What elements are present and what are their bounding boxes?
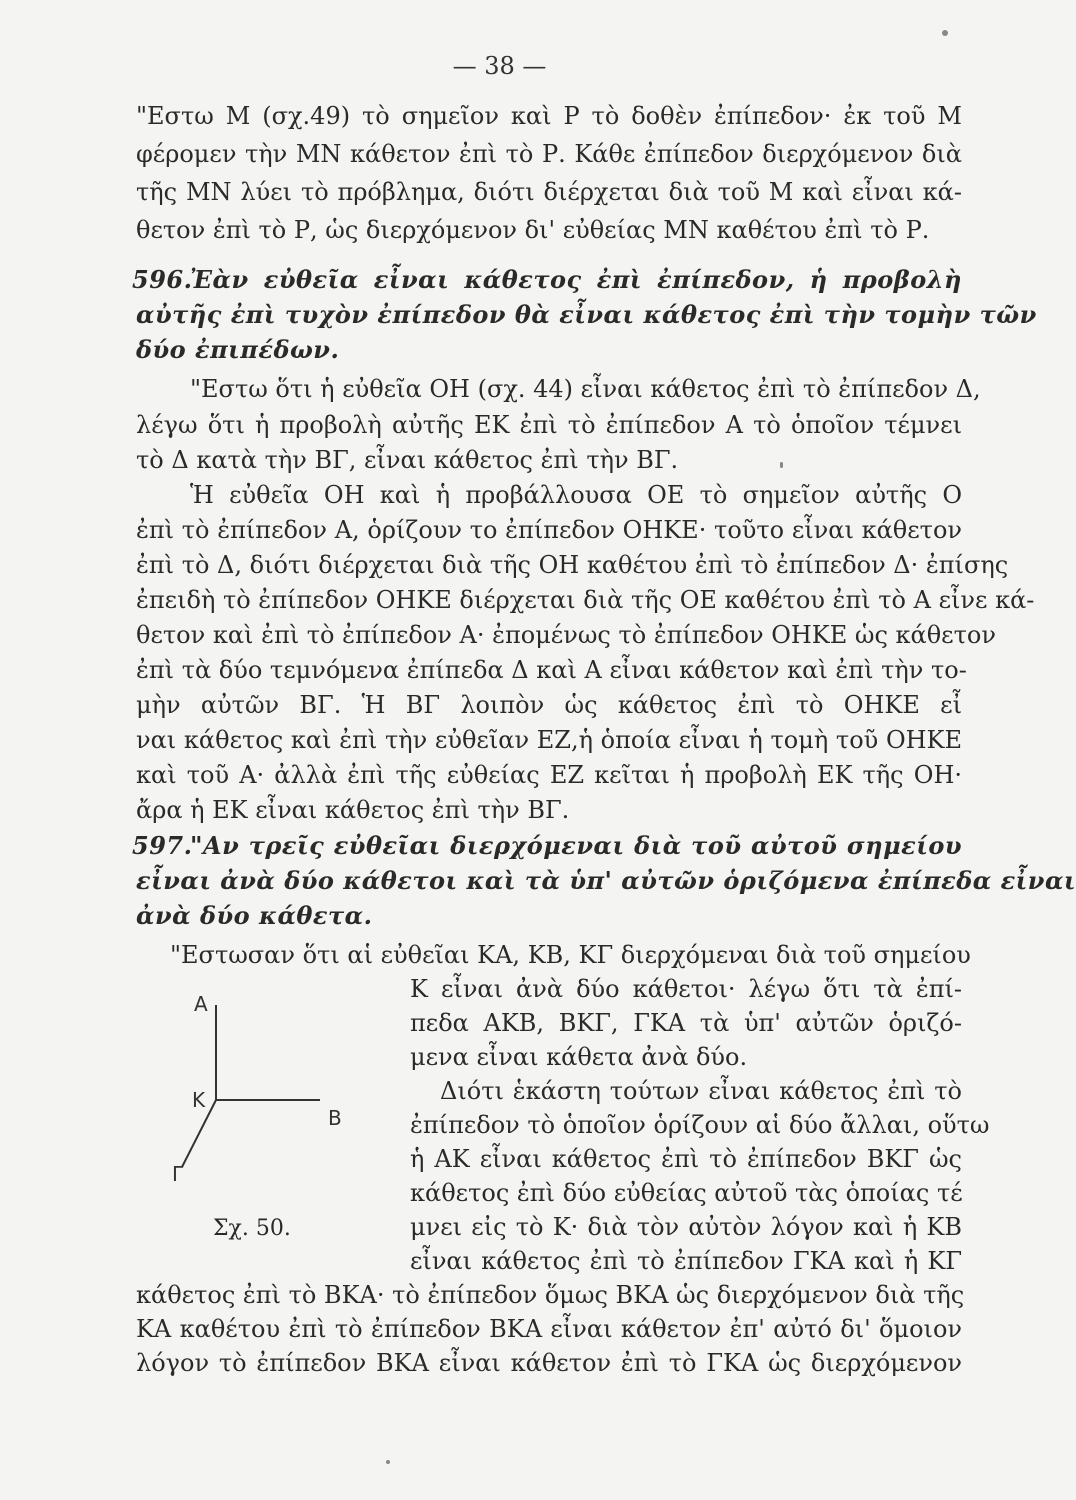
label-k: Κ: [192, 1088, 206, 1112]
theorem-596-line3: δύο ἐπιπέδων.: [136, 335, 340, 364]
text-line: "Εστω Μ (σχ.49) τὸ σημεῖον καὶ Ρ τὸ δοθὲν ἐπίπεδον· ἐκ τοῦ Μ: [136, 102, 962, 130]
theorem-597-number: 597.: [132, 831, 193, 860]
proof-597-first-line: "Εστωσαν ὅτι αἱ εὐθεῖαι ΚΑ, ΚΒ, ΚΓ διερχόμεναι διὰ τοῦ σημείου: [170, 941, 971, 969]
figure-50-diagram: [160, 975, 360, 1235]
text-line: φέρομεν τὴν ΜΝ κάθετον ἐπὶ τὸ Ρ. Κάθε ἐπίπεδον διερχόμενον διὰ: [136, 140, 962, 168]
proof-597-col-line: πεδα ΑΚΒ, ΒΚΓ, ΓΚΑ τὰ ὑπ' αὐτῶν ὁριζό-: [410, 1009, 962, 1037]
proof-597-col-line: ἡ ΑΚ εἶναι κάθετος ἐπὶ τὸ ἐπίπεδον ΒΚΓ ὡς: [410, 1145, 962, 1173]
print-speck: [942, 30, 948, 36]
proof-line: τὸ Δ κατὰ τὴν ΒΓ, εἶναι κάθετος ἐπὶ τὴν ΒΓ.: [136, 446, 679, 474]
theorem-596-line2: αὐτῆς ἐπὶ τυχὸν ἐπίπεδον θὰ εἶναι κάθετος ἐπὶ τὴν τομὴν τῶν: [136, 300, 1037, 329]
label-g: Γ: [172, 1162, 184, 1186]
proof-line: ἄρα ἡ ΕΚ εἶναι κάθετος ἐπὶ τὴν ΒΓ.: [136, 796, 570, 824]
text-line: θετον ἐπὶ τὸ Ρ, ὡς διερχόμενον δι' εὐθείας ΜΝ καθέτου ἐπὶ τὸ Ρ.: [136, 216, 930, 244]
proof-line: καὶ τοῦ Α· ἀλλὰ ἐπὶ τῆς εὐθείας ΕΖ κεῖται ἡ προβολὴ ΕΚ τῆς ΟΗ·: [136, 761, 962, 789]
theorem-597-line1: 597. "Αν τρεῖς εὐθεῖαι διερχόμεναι διὰ τοῦ αὐτοῦ σημείου: [190, 829, 962, 863]
proof-line: θετον καὶ ἐπὶ τὸ ἐπίπεδον Α· ἐπομένως τὸ ἐπίπεδον ΟΗΚΕ ὡς κάθετον: [136, 621, 996, 649]
label-a: Α: [194, 992, 208, 1016]
proof-597-tail-line: κάθετος ἐπὶ τὸ ΒΚΑ· τὸ ἐπίπεδον ὅμως ΒΚΑ ὡς διερχόμενον διὰ τῆς: [136, 1281, 965, 1309]
proof-line: ἐπειδὴ τὸ ἐπίπεδον ΟΗΚΕ διέρχεται διὰ τῆς ΟΕ καθέτου ἐπὶ τὸ Α εἶνε κά-: [136, 586, 1035, 614]
proof-line: "Εστω ὅτι ἡ εὐθεῖα ΟΗ (σχ. 44) εἶναι κάθετος ἐπὶ τὸ ἐπίπεδον Δ,: [190, 375, 981, 403]
text-line: τῆς ΜΝ λύει τὸ πρόβλημα, διότι διέρχεται διὰ τοῦ Μ καὶ εἶναι κά-: [136, 178, 962, 206]
theorem-596-number: 596.: [132, 265, 193, 294]
proof-597-col-line: εἶναι κάθετος ἐπὶ τὸ ἐπίπεδον ΓΚΑ καὶ ἡ ΚΓ: [410, 1247, 962, 1275]
print-speck: [386, 1460, 390, 1464]
label-b: Β: [328, 1106, 342, 1130]
theorem-596-line1: 596. Ἐὰν εὐθεῖα εἶναι κάθετος ἐπὶ ἐπίπεδον, ἡ προβολὴ: [190, 263, 962, 297]
proof-597-col-line: κάθετος ἐπὶ δύο εὐθείας αὐτοῦ τὰς ὁποίας τέ: [410, 1179, 963, 1207]
proof-597-col-line: Διότι ἑκάστη τούτων εἶναι κάθετος ἐπὶ τὸ: [440, 1077, 962, 1105]
proof-line: ἐπὶ τὸ Δ, διότι διέρχεται διὰ τῆς ΟΗ καθέτου ἐπὶ τὸ ἐπίπεδον Δ· ἐπίσης: [136, 551, 1009, 579]
proof-line: ἐπὶ τὰ δύο τεμνόμενα ἐπίπεδα Δ καὶ Α εἶναι κάθετον καὶ ἐπὶ τὴν το-: [136, 656, 967, 684]
theorem-597-line2: εἶναι ἀνὰ δύο κάθετοι καὶ τὰ ὑπ' αὐτῶν ὁριζόμενα ἐπίπεδα εἶναι: [136, 866, 1076, 895]
proof-597-tail-line: ΚΑ καθέτου ἐπὶ τὸ ἐπίπεδον ΒΚΑ εἶναι κάθετον ἐπ' αὐτό δι' ὅμοιον: [136, 1315, 962, 1343]
figure-caption: Σχ. 50.: [213, 1216, 291, 1241]
proof-597-col-line: μνει εἰς τὸ Κ· διὰ τὸν αὐτὸν λόγον καὶ ἡ ΚΒ: [410, 1213, 962, 1241]
proof-597-tail-line: λόγον τὸ ἐπίπεδον ΒΚΑ εἶναι κάθετον ἐπὶ τὸ ΓΚΑ ὡς διερχόμενον: [136, 1349, 962, 1377]
proof-597-col-line: Κ εἶναι ἀνὰ δύο κάθετοι· λέγω ὅτι τὰ ἐπί-: [410, 975, 962, 1003]
proof-line: μὴν αὐτῶν ΒΓ. Ἡ ΒΓ λοιπὸν ὡς κάθετος ἐπὶ τὸ ΟΗΚΕ εἶ: [136, 691, 962, 719]
proof-line: λέγω ὅτι ἡ προβολὴ αὐτῆς ΕΚ ἐπὶ τὸ ἐπίπεδον Α τὸ ὁποῖον τέμνει: [136, 411, 962, 439]
page-number: — 38 —: [452, 52, 547, 80]
theorem-597-line3: ἀνὰ δύο κάθετα.: [136, 901, 373, 930]
proof-line: ἐπὶ τὸ ἐπίπεδον Α, ὁρίζουν το ἐπίπεδον ΟΗΚΕ· τοῦτο εἶναι κάθετον: [136, 516, 962, 544]
proof-line: Ἡ εὐθεῖα ΟΗ καὶ ἡ προβάλλουσα ΟΕ τὸ σημεῖον αὐτῆς Ο: [190, 481, 962, 509]
proof-597-col-line: μενα εἶναι κάθετα ἀνὰ δύο.: [410, 1043, 748, 1071]
proof-line: ναι κάθετος καὶ ἐπὶ τὴν εὐθεῖαν ΕΖ,ἡ ὁποία εἶναι ἡ τομὴ τοῦ ΟΗΚΕ: [136, 726, 962, 754]
print-speck: [780, 462, 783, 468]
proof-597-col-line: ἐπίπεδον τὸ ὁποῖον ὁρίζουν αἱ δύο ἄλλαι, οὕτω: [410, 1111, 990, 1139]
